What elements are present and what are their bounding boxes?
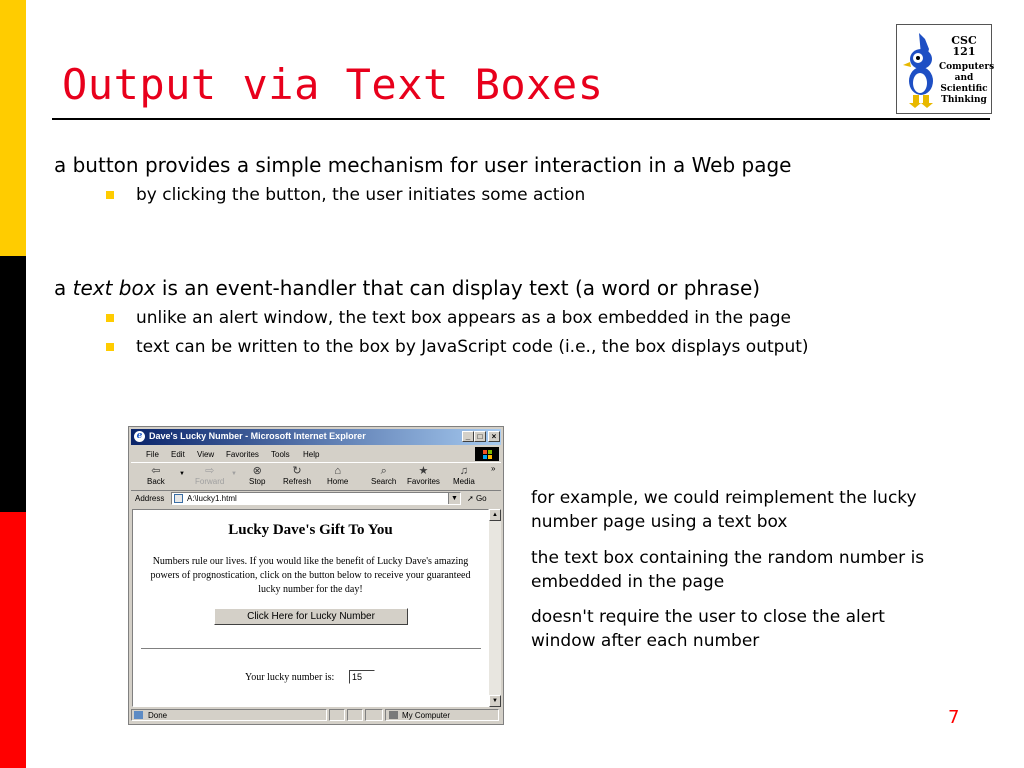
status-pane	[329, 709, 345, 721]
stop-icon: ⊗	[252, 465, 262, 477]
slide-title: Output via Text Boxes	[62, 60, 604, 109]
left-accent-bar-black	[0, 256, 26, 512]
status-bar	[131, 708, 501, 722]
page-number: 7	[948, 707, 960, 728]
side-note-embedded: the text box containing the random number is embedded in the page	[531, 548, 925, 592]
address-url: A:\lucky1.html	[187, 494, 237, 503]
bullet-marker	[106, 314, 114, 322]
menu-favorites[interactable]: Favorites	[226, 450, 259, 459]
favorites-icon: ★	[418, 465, 429, 477]
side-note-example: for example, we could reimplement the lucky number page using a text box	[531, 488, 917, 532]
menu-tools[interactable]: Tools	[271, 450, 290, 459]
refresh-button[interactable]: ↻ Refresh	[283, 465, 312, 486]
browser-menu-bar	[131, 446, 501, 462]
sub-bullet-embedded: unlike an alert window, the text box appears as a box embedded in the page	[136, 308, 791, 328]
left-accent-bar-yellow	[0, 0, 26, 256]
maximize-button[interactable]: □	[474, 431, 486, 442]
stop-button[interactable]: ⊗ Stop	[249, 465, 266, 486]
media-icon: ♫	[459, 465, 469, 477]
bluejay-mascot-icon	[901, 29, 939, 109]
menu-edit[interactable]: Edit	[171, 450, 185, 459]
status-pane	[347, 709, 363, 721]
status-pane	[365, 709, 383, 721]
title-divider	[52, 118, 990, 120]
scroll-down-icon[interactable]: ▼	[489, 695, 501, 707]
text-box-term: text box	[72, 276, 156, 300]
security-zone-text: My Computer	[402, 711, 451, 720]
vertical-scrollbar[interactable]	[489, 509, 501, 707]
logo-text-line: Thinking	[941, 95, 987, 105]
browser-toolbar	[131, 462, 501, 491]
back-arrow-icon: ⇦	[151, 465, 161, 477]
refresh-icon: ↻	[292, 465, 302, 477]
logo-course-code: CSC 121	[951, 34, 977, 58]
back-dropdown-icon[interactable]: ▼	[179, 471, 185, 477]
page-done-icon	[134, 711, 143, 719]
my-computer-icon	[389, 711, 398, 719]
internet-explorer-icon: e	[134, 431, 145, 442]
close-button[interactable]: ×	[488, 431, 500, 442]
lucky-number-label: Your lucky number is:	[245, 672, 335, 683]
toolbar-overflow-icon[interactable]: »	[491, 464, 496, 473]
sub-bullet-javascript-output: text can be written to the box by JavaScript code (i.e., the box displays output)	[136, 337, 809, 357]
go-arrow-icon: ➚	[467, 494, 474, 503]
bullet-marker	[106, 343, 114, 351]
media-button[interactable]: ♫ Media	[453, 465, 475, 486]
status-text: Done	[148, 711, 168, 720]
page-paragraph: Numbers rule our lives. If you would like the benefit of Lucky Dave's amazing powers of prognostication, click on the button below to receive your guaranteed lucky number for the day!	[150, 556, 471, 595]
page-icon	[174, 494, 183, 503]
favorites-button[interactable]: ★ Favorites	[407, 465, 440, 486]
sub-bullet-button-action: by clicking the button, the user initiates some action	[136, 185, 586, 205]
logo-text-line: Computers	[939, 62, 995, 72]
bullet-button-intro: a button provides a simple mechanism for user interaction in a Web page	[54, 153, 792, 177]
page-horizontal-rule	[141, 648, 481, 650]
page-heading: Lucky Dave's Gift To You	[228, 522, 393, 538]
logo-text-line: Scientific	[940, 84, 988, 94]
address-label: Address	[135, 494, 165, 503]
address-bar	[131, 490, 501, 507]
browser-title-bar	[131, 429, 501, 445]
lucky-number-textbox[interactable]	[349, 670, 375, 684]
bullet-marker	[106, 191, 114, 199]
browser-window	[128, 426, 504, 725]
bullet-text-box-intro: a text box is an event-handler that can display text (a word or phrase)	[54, 276, 761, 300]
course-logo	[896, 24, 995, 114]
lucky-number-button[interactable]: Click Here for Lucky Number	[214, 608, 408, 625]
search-icon: ⌕	[380, 465, 387, 477]
search-button[interactable]: ⌕ Search	[371, 465, 397, 486]
forward-button[interactable]: ⇨ Forward	[195, 465, 225, 486]
security-zone-pane	[385, 709, 499, 721]
browser-content-area	[132, 509, 489, 707]
forward-dropdown-icon[interactable]: ▼	[231, 471, 237, 477]
windows-logo-icon	[475, 447, 499, 461]
go-button[interactable]: ➚ Go	[467, 494, 487, 503]
logo-text-line: and	[954, 73, 974, 83]
minimize-button[interactable]: _	[462, 431, 474, 442]
home-icon: ⌂	[334, 465, 341, 477]
menu-view[interactable]: View	[197, 450, 215, 459]
browser-window-title: Dave's Lucky Number - Microsoft Internet Explorer	[149, 431, 366, 441]
menu-file[interactable]: File	[146, 450, 159, 459]
left-accent-bar-red	[0, 512, 26, 768]
back-button[interactable]: ⇦ Back	[147, 465, 165, 486]
address-input[interactable]	[171, 492, 461, 505]
home-button[interactable]: ⌂ Home	[327, 465, 349, 486]
side-note-no-close: doesn't require the user to close the alert window after each number	[531, 607, 885, 651]
menu-help[interactable]: Help	[303, 450, 320, 459]
forward-arrow-icon: ⇨	[205, 465, 215, 477]
status-main-pane	[131, 709, 327, 721]
scroll-up-icon[interactable]: ▲	[489, 509, 501, 521]
address-dropdown-icon[interactable]: ▼	[448, 493, 460, 504]
